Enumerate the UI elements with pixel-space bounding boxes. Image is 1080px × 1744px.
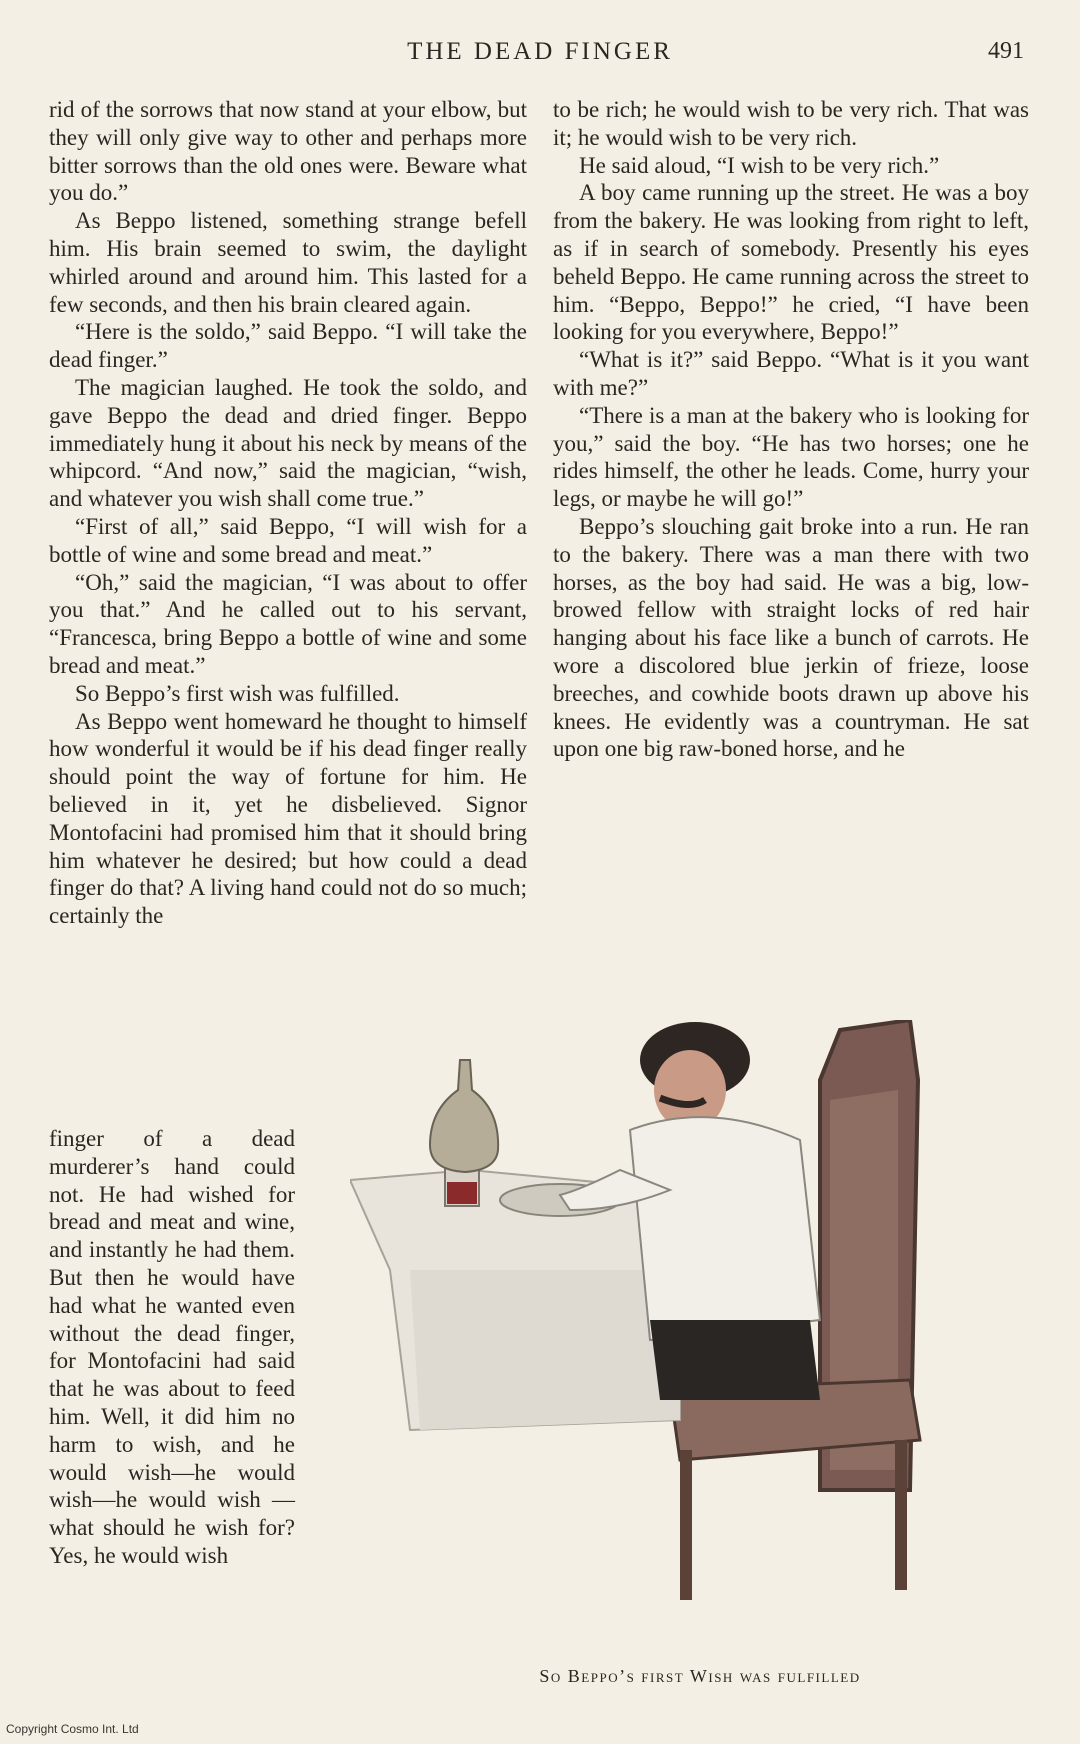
paragraph: He said aloud, “I wish to be very rich.” <box>579 152 940 178</box>
paragraph: As Beppo listened, something strange befell him. His brain seemed to swim, the daylight whirled around and around him. This lasted for a few seconds, and then his brain cleared again. <box>49 208 527 317</box>
paragraph: As Beppo went homeward he thought to himself how wonderful it would be if his dead finger really should point the way of fortune for him. He believed in it, yet he disbelieved. Signor Montofacini had promised him that it should bring him whatever he desired; but how could a dead finger do that? A living hand could not do so much; certainly the <box>49 708 527 929</box>
paragraph: rid of the sorrows that now stand at your elbow, but they will only give way to other and perhaps more bitter sorrows than the old ones were. Beware what you do.” <box>49 97 527 206</box>
chair-leg <box>895 1440 907 1590</box>
paragraph: “There is a man at the bakery who is looking for you,” said the boy. “He has two horses; one he rides himself, the other he leads. Come, hurry your legs, or maybe he will go!” <box>553 402 1029 512</box>
paragraph: So Beppo’s first wish was fulfilled. <box>75 680 400 706</box>
illustration <box>350 1020 1030 1610</box>
paragraph: “Here is the soldo,” said Beppo. “I will take the dead finger.” <box>49 319 527 373</box>
man-trousers <box>650 1320 820 1400</box>
chair-leg <box>680 1450 692 1600</box>
narrow-column <box>49 1125 295 1570</box>
paragraph: to be rich; he would wish to be very rich. That was it; he would wish to be very rich. <box>553 97 1029 150</box>
man-shirt <box>630 1117 820 1340</box>
paragraph: “Oh,” said the magician, “I was about to offer you that.” And he called out to his servant, “Francesca, bring Beppo a bottle of wine and some bread and meat.” <box>49 569 527 678</box>
running-title: THE DEAD FINGER <box>407 38 673 65</box>
illustration-drawing <box>350 1020 1030 1610</box>
paragraph: The magician laughed. He took the soldo, and gave Beppo the dead and dried finger. Beppo immediately hung it about his neck by means of the whipcord. “And now,” said the magician, “wish, and whatever you wish shall come true.” <box>49 374 527 512</box>
left-column <box>49 96 527 930</box>
paragraph: “First of all,” said Beppo, “I will wish for a bottle of wine and some bread and meat.” <box>49 513 527 567</box>
page-number: 491 <box>988 38 1024 64</box>
paragraph: A boy came running up the street. He was a boy from the bakery. He was looking from right to left, as if in search of somebody. Presently his eyes beheld Beppo. He came running across the street to him. “Beppo, Beppo!” he cried, “I have been looking for you everywhere, Beppo!” <box>553 180 1029 345</box>
right-column <box>553 96 1029 763</box>
table-front <box>410 1270 680 1430</box>
copyright-notice: Copyright Cosmo Int. Ltd <box>6 1722 139 1736</box>
wine-bottle <box>430 1060 498 1172</box>
illustration-caption: So Beppo’s first Wish was fulfilled <box>539 1666 861 1686</box>
paragraph: finger of a dead murderer’s hand could not. He had wished for bread and meat and wine, and instantly he had them. But then he would have had what he wanted even without the dead finger, for Montofacini had said that he was about to feed him. Well, it did him no harm to wish, and he would wish—he would wish—he would wish — what should he wish for? Yes, he would wish <box>49 1126 295 1568</box>
paragraph: “What is it?” said Beppo. “What is it you want with me?” <box>553 347 1029 400</box>
wine <box>447 1182 477 1204</box>
page-header <box>50 38 1030 74</box>
paragraph: Beppo’s slouching gait broke into a run. He ran to the bakery. There was a man there with two horses, as the boy had said. He was a big, low-browed fellow with straight locks of red hair hanging about his face like a bunch of carrots. He wore a discolored blue jerkin of frieze, loose breeches, and cowhide boots drawn up above his knees. He evidently was a countryman. He sat upon one big raw-boned horse, and he <box>553 513 1029 762</box>
